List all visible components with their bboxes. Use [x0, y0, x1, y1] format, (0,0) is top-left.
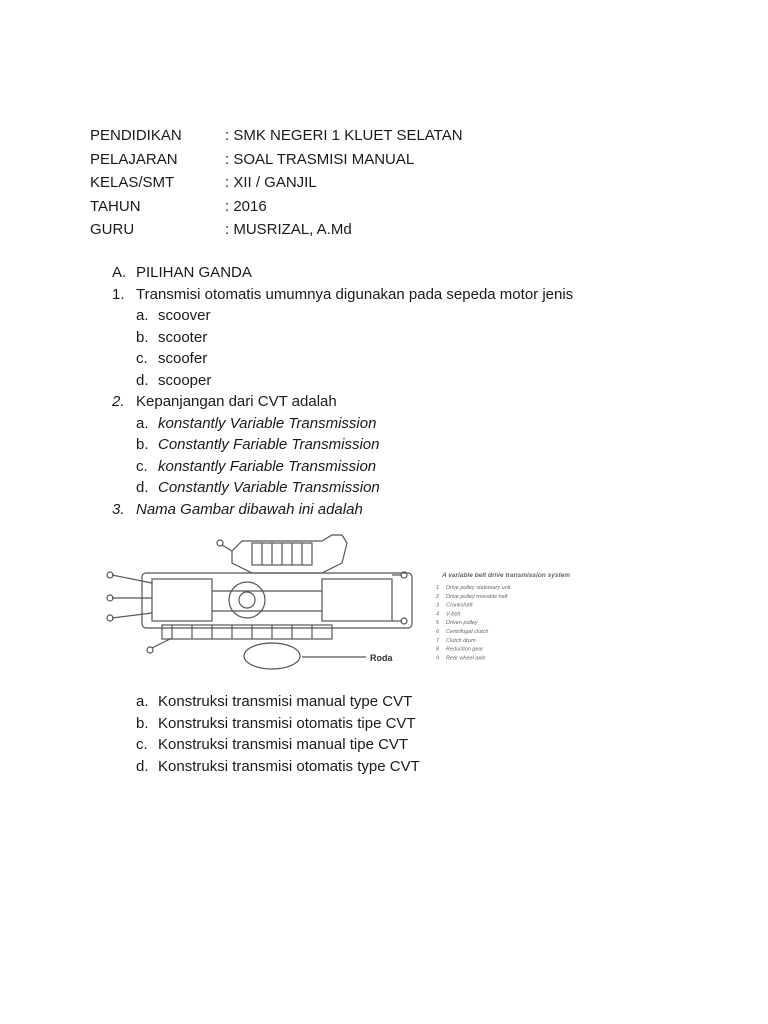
option-3a [136, 691, 736, 713]
cvt-diagram [92, 533, 570, 673]
wheel [244, 643, 300, 669]
section-title: PILIHAN GANDA [136, 264, 252, 281]
section-marker: A. [112, 264, 127, 281]
option-letter: b. [136, 436, 149, 453]
option-text: Constantly Variable Transmission [158, 479, 380, 496]
header-info [90, 124, 690, 242]
legend-item-number: 5 [436, 620, 440, 627]
wheel-label: Roda [370, 653, 393, 663]
legend-item-text: Driven pulley [446, 620, 478, 627]
option-text: Konstruksi transmisi otomatis tipe CVT [158, 714, 416, 732]
question-number: 3. [112, 500, 125, 518]
option-text: Konstruksi transmisi manual tipe CVT [158, 736, 409, 753]
question-number: 2. [112, 393, 125, 410]
legend-item-number: 2 [436, 593, 440, 600]
legend-item-number: 3 [436, 602, 440, 609]
driven-pulley [322, 579, 392, 621]
option-1a [112, 305, 732, 327]
option-text: konstantly Fariable Transmission [158, 457, 377, 475]
drive-pulley [152, 579, 212, 621]
option-text: Konstruksi transmisi manual type CVT [158, 693, 413, 710]
option-letter: a. [136, 414, 149, 432]
option-letter: c. [136, 350, 148, 367]
legend-item-text: Drive pulley stationary unit [446, 585, 511, 591]
info-row-kelas [90, 171, 690, 195]
option-text: scoover [158, 307, 211, 324]
question-text: Kepanjangan dari CVT adalah [136, 393, 337, 410]
cvt-diagram-svg [92, 533, 570, 673]
legend-item-text: V-belt [446, 611, 461, 618]
legend-item-text: Drive pulley movable half [446, 593, 508, 600]
question-number: 1. [112, 285, 125, 303]
info-value: : XII / GANJIL [225, 174, 317, 191]
question-3 [112, 499, 732, 521]
question-3-options [136, 691, 736, 777]
option-3c [136, 734, 736, 756]
info-label: PELAJARAN [90, 150, 178, 168]
info-value: : MUSRIZAL, A.Md [225, 221, 352, 238]
question-1 [112, 284, 732, 306]
option-2b [112, 434, 732, 456]
option-letter: a. [136, 693, 149, 710]
legend-item-number: 4 [436, 611, 440, 618]
option-letter: b. [136, 328, 149, 346]
question-text: Transmisi otomatis umumnya digunakan pada sepeda motor jenis [136, 285, 574, 303]
legend-item-number: 7 [436, 637, 440, 644]
option-1b [112, 327, 732, 349]
engine-housing [232, 535, 347, 573]
legend-item-number: 1 [436, 585, 440, 591]
gear-shaft [162, 625, 332, 639]
info-value: : SOAL TRASMISI MANUAL [225, 150, 415, 168]
option-2c [112, 456, 732, 478]
option-letter: b. [136, 714, 149, 732]
legend-item-text: Rear wheel axle [446, 655, 486, 662]
info-label: PENDIDIKAN [90, 127, 182, 144]
option-text: Constantly Fariable Transmission [158, 436, 380, 453]
info-label: KELAS/SMT [90, 174, 175, 191]
option-2d [112, 477, 732, 499]
legend-item-text: Reduction gear [446, 646, 484, 653]
legend-list [435, 585, 511, 661]
legend-item-text: Crankshaft [446, 602, 473, 609]
legend-item-number: 9 [436, 655, 440, 662]
option-1d [112, 370, 732, 392]
info-label: TAHUN [90, 197, 141, 215]
option-text: scoofer [158, 350, 208, 367]
option-text: konstantly Variable Transmission [158, 414, 377, 432]
option-text: Konstruksi transmisi otomatis type CVT [158, 757, 420, 775]
question-list [112, 262, 732, 520]
legend-item-number: 8 [436, 646, 440, 653]
option-letter: a. [136, 307, 149, 324]
option-letter: c. [136, 736, 148, 753]
info-value: : SMK NEGERI 1 KLUET SELATAN [225, 127, 463, 144]
crankshaft [229, 582, 265, 618]
info-row-tahun [90, 195, 690, 219]
info-label: GURU [90, 221, 135, 238]
legend-title: A variable belt drive transmission system [442, 572, 570, 579]
legend-item-text: Clutch drum [446, 637, 476, 644]
info-row-pelajaran [90, 148, 690, 172]
option-2a [112, 413, 732, 435]
option-3b [136, 713, 736, 735]
option-text: scooper [158, 371, 212, 389]
info-row-pendidikan [90, 124, 690, 148]
option-1c [112, 348, 732, 370]
section-heading [112, 262, 732, 284]
option-text: scooter [158, 328, 208, 346]
option-letter: d. [136, 371, 149, 389]
info-value: : 2016 [225, 197, 267, 215]
info-row-guru [90, 218, 690, 242]
legend-item-number: 6 [436, 629, 440, 635]
legend-item-text: Centrifugal clutch [446, 629, 489, 635]
option-3d [136, 756, 736, 778]
option-letter: c. [136, 457, 148, 475]
option-letter: d. [136, 757, 149, 775]
question-2 [112, 391, 732, 413]
option-letter: d. [136, 479, 149, 496]
transmission-case [142, 573, 412, 628]
question-text: Nama Gambar dibawah ini adalah [136, 500, 363, 518]
